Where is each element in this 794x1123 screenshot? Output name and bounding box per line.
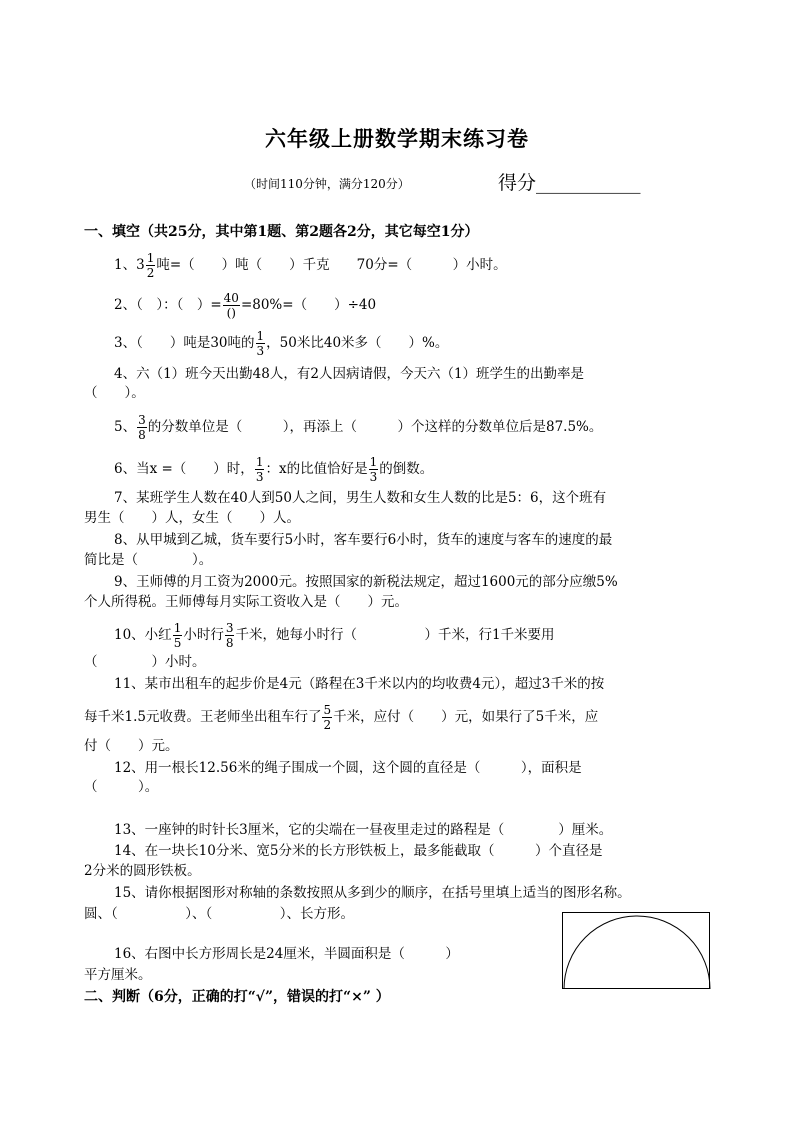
section-1-header: 一、填空（共25分，其中第1题、第2题各2分，其它每空1分） xyxy=(84,224,479,240)
question-4-line-2: （ ）。 xyxy=(84,385,145,401)
question-13: 13、一座钟的时针长3厘米，它的尖端在一昼夜里走过的路程是（ ）厘米。 xyxy=(114,822,613,838)
score-field[interactable]: 得分___________ xyxy=(498,172,641,194)
q6-fraction-1: $\frac{1}{3}$ xyxy=(255,455,264,484)
q6-text-a: 6、当x =（ ）时， xyxy=(114,461,254,477)
question-16-line-2: 平方厘米。 xyxy=(84,967,152,983)
q11-fraction: $\frac{5}{2}$ xyxy=(323,703,332,732)
question-14-line-2: 2分米的圆形铁板。 xyxy=(84,863,201,879)
q5-text-b: 的分数单位是（ ），再添上（ ）个这样的分数单位后是87.5%。 xyxy=(147,419,603,435)
question-15-line-2: 圆、（ ）、（ ）、长方形。 xyxy=(84,906,354,922)
question-4-line-1: 4、六（1）班今天出勤48人，有2人因病请假，今天六（1）班学生的出勤率是 xyxy=(114,366,585,382)
question-15-line-1: 15、请你根据图形对称轴的条数按照从多到少的顺序，在括号里填上适当的图形名称。 xyxy=(114,885,631,901)
page-title: 六年级上册数学期末练习卷 xyxy=(265,126,529,151)
question-6 xyxy=(84,456,433,483)
question-9-line-1: 9、王师傅的月工资为2000元。按照国家的新税法规定，超过1600元的部分应缴5% xyxy=(114,574,618,590)
q11-text-a: 每千米1.5元收费。王老师坐出租车行了 xyxy=(84,709,322,725)
q10-text-c: 千米，她每小时行（ ）千米，行1千米要用 xyxy=(235,627,555,643)
question-12-line-1: 12、用一根长12.56米的绳子围成一个圆，这个圆的直径是（ ），面积是 xyxy=(114,760,582,776)
question-10 xyxy=(84,622,555,649)
question-10-line-2: （ ）小时。 xyxy=(84,654,206,670)
question-14-line-1: 14、在一块长10分米、宽5分米的长方形铁板上，最多能截取（ ）个直径是 xyxy=(114,843,603,859)
question-11-line-2 xyxy=(84,704,598,731)
question-2 xyxy=(84,292,376,319)
q5-text-a: 5、 xyxy=(114,419,137,435)
q6-fraction-2: $\frac{1}{3}$ xyxy=(369,455,378,484)
time-and-score-info: （时间110分钟，满分120分） xyxy=(244,177,410,191)
question-7-line-1: 7、某班学生人数在40人到50人之间，男生人数和女生人数的比是5：6，这个班有 xyxy=(114,490,607,506)
q2-fraction: $\frac{40}{()}$ xyxy=(223,291,239,320)
question-8-line-2: 简比是（ ）。 xyxy=(84,552,213,568)
question-9-line-2: 个人所得税。王师傅每月实际工资收入是（ ）元。 xyxy=(84,594,408,610)
question-16-line-1: 16、右图中长方形周长是24厘米，半圆面积是（ ） xyxy=(114,946,459,962)
question-11-line-1: 11、某市出租车的起步价是4元（路程在3千米以内的均收费4元），超过3千米的按 xyxy=(114,676,605,692)
q10-fraction-2: $\frac{3}{8}$ xyxy=(225,621,234,650)
question-12-line-2: （ ）。 xyxy=(84,779,159,795)
section-2-header: 二、判断（6分，正确的打“√”，错误的打“×” ） xyxy=(84,989,390,1005)
q6-text-c: 的倒数。 xyxy=(379,461,434,477)
question-1 xyxy=(84,252,507,279)
q1-text-b: 吨=（ ）吨（ ）千克 70分=（ ）小时。 xyxy=(156,257,507,273)
q10-text-b: 小时行 xyxy=(183,627,224,643)
semicircle-drawing xyxy=(563,913,711,990)
question-7-line-2: 男生（ ）人，女生（ ）人。 xyxy=(84,510,300,526)
q5-fraction: $\frac{3}{8}$ xyxy=(138,413,146,442)
q10-text-a: 10、小红 xyxy=(114,627,172,643)
semicircle-rectangle-figure xyxy=(562,912,710,989)
q1-fraction: $\frac{1}{2}$ xyxy=(146,251,155,280)
question-8-line-1: 8、从甲城到乙城，货车要行5小时，客车要行6小时，货车的速度与客车的速度的最 xyxy=(114,532,613,548)
q3-text-a: 3、（ ）吨是30吨的 xyxy=(114,335,255,351)
q1-text-a: 1、3 xyxy=(114,257,145,273)
q6-text-b: ：x的比值恰好是 xyxy=(265,461,368,477)
q3-text-b: ，50米比40米多（ ）%。 xyxy=(266,335,449,351)
q11-text-b: 千米，应付（ ）元，如果行了5千米，应 xyxy=(333,709,599,725)
q3-fraction: $\frac{1}{3}$ xyxy=(256,329,265,358)
question-5 xyxy=(84,414,602,441)
question-11-line-3: 付（ ）元。 xyxy=(84,738,179,754)
q10-fraction-1: $\frac{1}{5}$ xyxy=(173,621,182,650)
q2-text-b: =80%=（ ）÷40 xyxy=(240,297,377,313)
q2-text-a: 2、（ ）：（ ）= xyxy=(114,297,222,313)
question-3 xyxy=(84,330,448,357)
